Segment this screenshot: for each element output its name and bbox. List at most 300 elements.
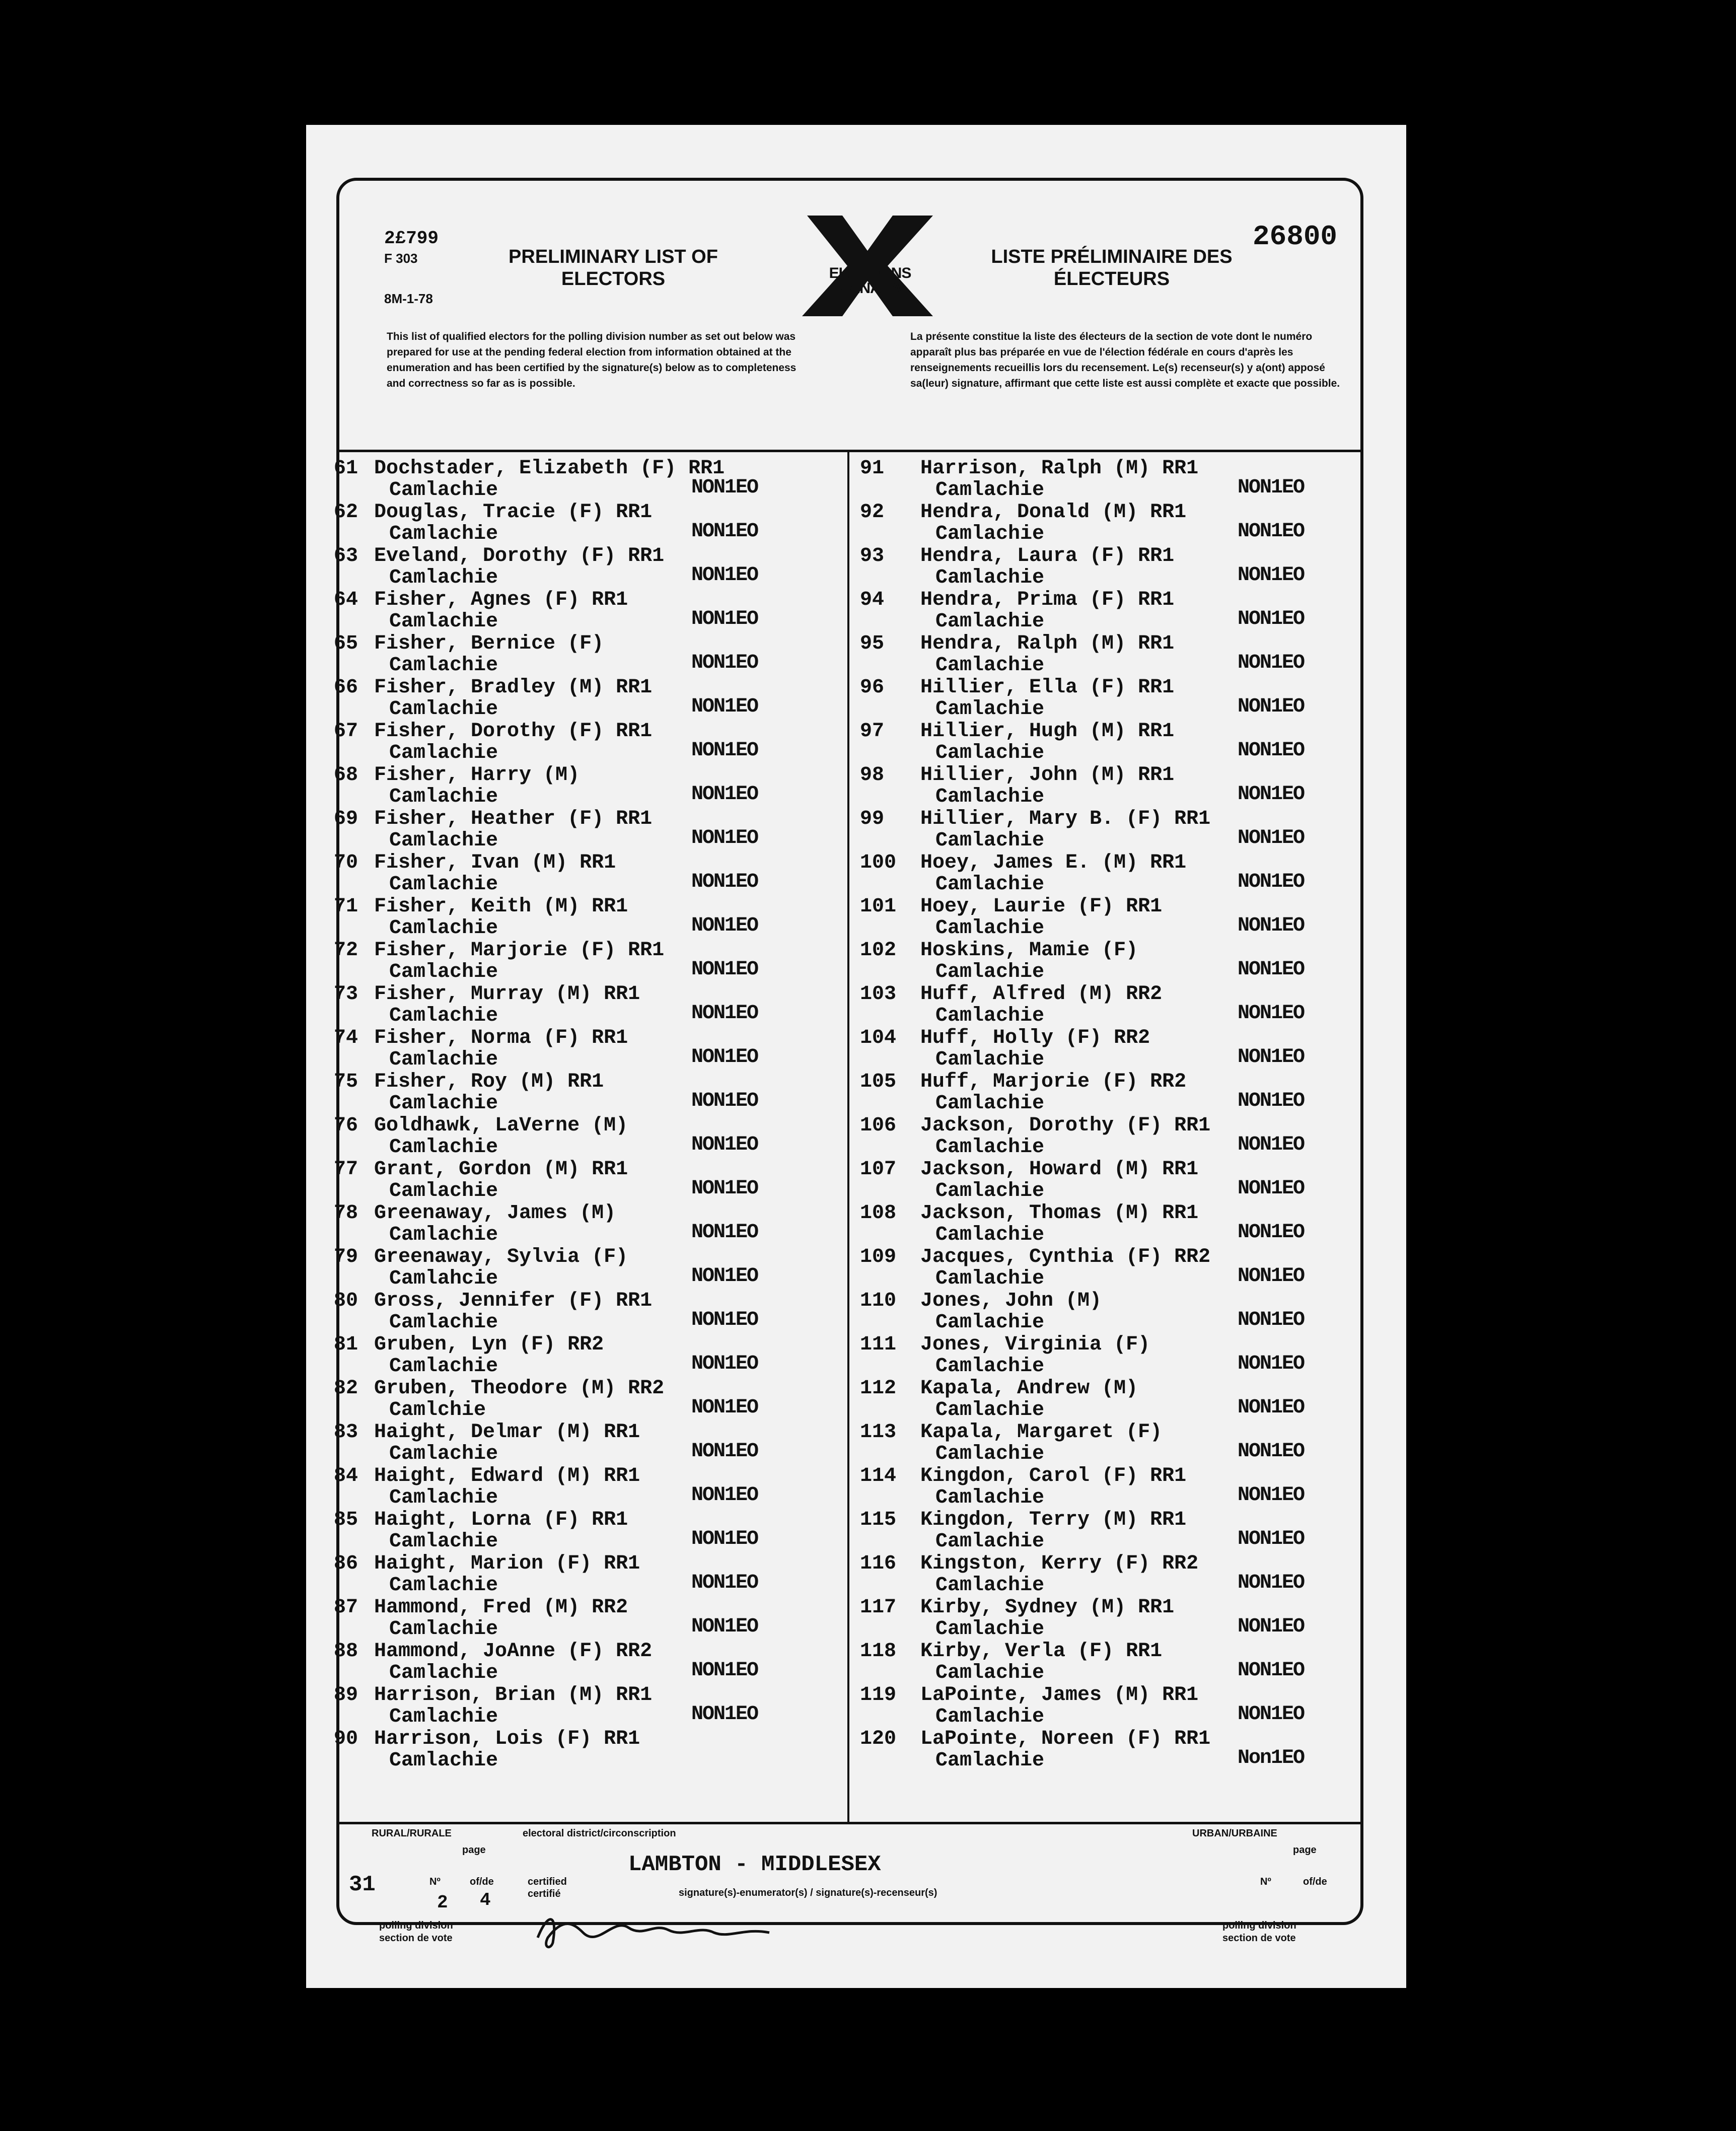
form-serial-right: 26800 — [1253, 221, 1338, 253]
polling-division-number: 31 — [349, 1872, 376, 1897]
elector-locality: Camlachie — [389, 654, 498, 677]
elector-name: Haight, Marion (F) RR1 — [374, 1552, 640, 1575]
elector-locality: Camlachie — [389, 829, 498, 852]
elector-stamp: NON1EO — [691, 1133, 758, 1156]
elector-number: 79 — [334, 1246, 358, 1268]
elector-locality: Camlachie — [935, 1136, 1045, 1159]
elector-name: Grant, Gordon (M) RR1 — [374, 1158, 628, 1181]
elector-entry — [334, 501, 837, 545]
elector-entry — [334, 1071, 837, 1114]
elector-locality: Camlachie — [935, 698, 1045, 721]
elector-stamp: NON1EO — [1238, 695, 1305, 718]
elector-name: Hendra, Laura (F) RR1 — [920, 545, 1175, 567]
elector-locality: Camlachie — [935, 1311, 1045, 1334]
elector-name: Hillier, Ella (F) RR1 — [920, 676, 1175, 699]
elector-locality: Camlachie — [389, 1311, 498, 1334]
elector-entry — [860, 720, 1353, 764]
elector-number: 70 — [334, 851, 358, 874]
elector-name: Fisher, Harry (M) — [374, 764, 580, 787]
elector-number: 65 — [334, 632, 358, 655]
elector-name: Fisher, Keith (M) RR1 — [374, 895, 628, 918]
elector-number: 119 — [860, 1684, 897, 1707]
elector-locality: Camlachie — [935, 523, 1045, 545]
elector-entry — [860, 457, 1353, 501]
elector-stamp: NON1EO — [691, 739, 758, 762]
elector-locality: Camlachie — [389, 698, 498, 721]
elector-name: LaPointe, Noreen (F) RR1 — [920, 1728, 1211, 1750]
elector-name: Kingston, Kerry (F) RR2 — [920, 1552, 1199, 1575]
elector-locality: Camlachie — [389, 1092, 498, 1115]
elector-number: 98 — [860, 764, 885, 787]
elector-stamp: NON1EO — [691, 1046, 758, 1069]
section-de-vote-label-right: section de vote — [1222, 1933, 1296, 1944]
elector-name: Hendra, Donald (M) RR1 — [920, 501, 1187, 524]
elector-number: 61 — [334, 457, 358, 480]
elector-name: Hillier, John (M) RR1 — [920, 764, 1175, 787]
elector-name: Fisher, Bradley (M) RR1 — [374, 676, 653, 699]
elector-stamp: NON1EO — [1238, 1133, 1305, 1156]
elector-entry — [860, 1333, 1353, 1377]
elector-name: Fisher, Murray (M) RR1 — [374, 983, 640, 1006]
title-en-line2: ELECTORS — [561, 268, 666, 290]
elector-entry — [334, 1202, 837, 1246]
elector-number: 118 — [860, 1640, 897, 1663]
elector-stamp: NON1EO — [691, 695, 758, 718]
elector-number: 106 — [860, 1114, 897, 1137]
elector-locality: Camlachie — [389, 566, 498, 589]
elector-name: Jackson, Dorothy (F) RR1 — [920, 1114, 1211, 1137]
elector-locality: Camlachie — [389, 1136, 498, 1159]
elector-stamp: NON1EO — [1238, 476, 1305, 499]
elector-name: Fisher, Bernice (F) — [374, 632, 604, 655]
elector-stamp: NON1EO — [1238, 1002, 1305, 1025]
elector-locality: Camlachie — [935, 1443, 1045, 1465]
elector-name: Fisher, Dorothy (F) RR1 — [374, 720, 653, 743]
elector-stamp: Non1EO — [1238, 1747, 1305, 1769]
elector-locality: Camlachie — [389, 1443, 498, 1465]
elector-stamp: NON1EO — [1238, 564, 1305, 587]
elector-entry — [860, 1684, 1353, 1728]
elector-number: 99 — [860, 808, 885, 830]
elector-name: Kirby, Verla (F) RR1 — [920, 1640, 1163, 1663]
elector-locality: Camlachie — [935, 1662, 1045, 1684]
rural-label: RURAL/RURALE — [372, 1828, 452, 1839]
elector-number: 103 — [860, 983, 897, 1006]
elector-number: 68 — [334, 764, 358, 787]
elector-stamp: NON1EO — [1238, 1659, 1305, 1682]
elector-entry — [334, 720, 837, 764]
logo-line1: ELECTIONS — [829, 265, 911, 281]
elector-stamp: NON1EO — [691, 652, 758, 674]
elector-name: Gruben, Lyn (F) RR2 — [374, 1333, 604, 1356]
elector-entry — [334, 1421, 837, 1465]
elector-stamp: NON1EO — [691, 1572, 758, 1594]
elector-locality: Camlachie — [935, 786, 1045, 808]
elector-name: Jackson, Howard (M) RR1 — [920, 1158, 1199, 1181]
elector-name: Fisher, Norma (F) RR1 — [374, 1027, 628, 1049]
elector-locality: Camlachie — [935, 1180, 1045, 1202]
elector-number: 111 — [860, 1333, 897, 1356]
elector-number: 116 — [860, 1552, 897, 1575]
elector-name: Eveland, Dorothy (F) RR1 — [374, 545, 665, 567]
elector-stamp: NON1EO — [1238, 871, 1305, 893]
elector-locality: Camlachie — [389, 1486, 498, 1509]
elector-name: Hoey, Laurie (F) RR1 — [920, 895, 1163, 918]
elector-entry — [334, 1596, 837, 1640]
elector-name: Fisher, Heather (F) RR1 — [374, 808, 653, 830]
electoral-district: LAMBTON - MIDDLESEX — [628, 1852, 881, 1877]
elector-name: Kirby, Sydney (M) RR1 — [920, 1596, 1175, 1619]
left-column — [334, 457, 837, 1771]
elector-stamp: NON1EO — [691, 1659, 758, 1682]
elector-stamp: NON1EO — [1238, 1572, 1305, 1594]
elector-locality: Camlachie — [389, 1048, 498, 1071]
elector-number: 93 — [860, 545, 885, 567]
elector-name: Greenaway, Sylvia (F) — [374, 1246, 628, 1268]
elector-stamp: NON1EO — [691, 914, 758, 937]
elector-number: 120 — [860, 1728, 897, 1750]
elector-entry — [860, 632, 1353, 676]
logo-line2: CANADA — [839, 280, 901, 297]
elector-number: 72 — [334, 939, 358, 962]
elector-entry — [334, 1728, 837, 1771]
elector-stamp: NON1EO — [1238, 827, 1305, 849]
elector-number: 102 — [860, 939, 897, 962]
elector-stamp: NON1EO — [1238, 1353, 1305, 1375]
elector-name: Kapala, Margaret (F) — [920, 1421, 1163, 1444]
elector-stamp: NON1EO — [691, 871, 758, 893]
elector-locality: Camlachie — [389, 1574, 498, 1597]
elector-entry — [334, 1465, 837, 1509]
elector-entry — [860, 1465, 1353, 1509]
elector-entry — [860, 1246, 1353, 1290]
elector-locality: Camlachie — [935, 1399, 1045, 1422]
elector-number: 112 — [860, 1377, 897, 1400]
elector-locality: Camlachie — [389, 1355, 498, 1378]
elector-stamp: NON1EO — [691, 1396, 758, 1419]
elector-entry — [334, 808, 837, 851]
elector-stamp: NON1EO — [1238, 1528, 1305, 1550]
elector-locality: Camlachie — [935, 873, 1045, 896]
elector-locality: Camlachie — [935, 1486, 1045, 1509]
title-en-line1: PRELIMINARY LIST OF — [509, 246, 718, 267]
elector-stamp: NON1EO — [1238, 958, 1305, 981]
elector-stamp: NON1EO — [691, 827, 758, 849]
elector-entry — [334, 632, 837, 676]
elector-stamp: NON1EO — [691, 1221, 758, 1244]
elector-locality: Camlachie — [935, 1706, 1045, 1728]
elector-stamp: NON1EO — [691, 1002, 758, 1025]
elector-number: 108 — [860, 1202, 897, 1225]
elector-stamp: NON1EO — [1238, 520, 1305, 543]
elector-number: 90 — [334, 1728, 358, 1750]
certifie-label: certifié — [528, 1888, 561, 1899]
title-fr-line2: ÉLECTEURS — [1053, 268, 1170, 290]
elector-stamp: NON1EO — [691, 783, 758, 806]
elector-entry — [334, 545, 837, 589]
elector-entry — [334, 1246, 837, 1290]
elector-locality: Camlachie — [389, 1005, 498, 1027]
elector-locality: Camlachie — [935, 829, 1045, 852]
of-label-right: of/de — [1303, 1876, 1327, 1887]
elector-stamp: NON1EO — [691, 1090, 758, 1112]
elector-entry — [860, 545, 1353, 589]
elector-name: Greenaway, James (M) — [374, 1202, 616, 1225]
elector-number: 97 — [860, 720, 885, 743]
elector-stamp: NON1EO — [1238, 1396, 1305, 1419]
elector-locality: Camlachie — [389, 610, 498, 633]
elector-entry — [860, 1377, 1353, 1421]
elector-stamp: NON1EO — [691, 958, 758, 981]
title-french — [981, 246, 1243, 290]
elector-number: 86 — [334, 1552, 358, 1575]
elector-name: Kingdon, Carol (F) RR1 — [920, 1465, 1187, 1487]
elector-locality: Camlachie — [935, 742, 1045, 764]
elector-entry — [860, 764, 1353, 808]
elector-name: Gross, Jennifer (F) RR1 — [374, 1290, 653, 1312]
elector-locality: Camlachie — [935, 1005, 1045, 1027]
elector-locality: Camlachie — [935, 961, 1045, 983]
no-label: Nº — [429, 1876, 441, 1887]
elector-locality: Camlachie — [935, 566, 1045, 589]
elector-locality: Camlachie — [935, 1224, 1045, 1246]
elector-stamp: NON1EO — [1238, 1090, 1305, 1112]
logo-text — [800, 266, 941, 296]
elector-entry — [334, 1684, 837, 1728]
elector-locality: Camlachie — [935, 1618, 1045, 1641]
elector-name: Harrison, Brian (M) RR1 — [374, 1684, 653, 1707]
elector-stamp: NON1EO — [691, 608, 758, 630]
title-fr-line1: LISTE PRÉLIMINAIRE DES — [991, 246, 1233, 267]
no-label-right: Nº — [1260, 1876, 1271, 1887]
elector-entry — [860, 851, 1353, 895]
form-revision-left: 8M-1-78 — [384, 291, 433, 306]
elector-locality: Camlachie — [389, 1530, 498, 1553]
elector-locality: Camlachie — [935, 654, 1045, 677]
elector-locality: Camlachie — [935, 1048, 1045, 1071]
elector-locality: Camlachie — [389, 873, 498, 896]
elector-number: 88 — [334, 1640, 358, 1663]
elector-entry — [860, 1728, 1353, 1771]
elector-locality: Camlachie — [389, 1618, 498, 1641]
elector-number: 78 — [334, 1202, 358, 1225]
elector-name: Huff, Marjorie (F) RR2 — [920, 1071, 1187, 1093]
elector-locality: Camlachie — [389, 1224, 498, 1246]
elector-name: LaPointe, James (M) RR1 — [920, 1684, 1199, 1707]
elector-number: 64 — [334, 589, 358, 611]
elector-locality: Camlachie — [935, 479, 1045, 502]
elector-locality: Camlachie — [389, 786, 498, 808]
elector-stamp: NON1EO — [1238, 783, 1305, 806]
elector-entry — [860, 1071, 1353, 1114]
elector-name: Huff, Holly (F) RR2 — [920, 1027, 1150, 1049]
elector-number: 82 — [334, 1377, 358, 1400]
elector-number: 63 — [334, 545, 358, 567]
district-label: electoral district/circonscription — [523, 1828, 676, 1839]
elector-entry — [334, 1333, 837, 1377]
elector-locality: Camlachie — [935, 610, 1045, 633]
electors-list-sheet — [306, 125, 1406, 1988]
elector-entry — [860, 1290, 1353, 1333]
elector-number: 69 — [334, 808, 358, 830]
header-divider — [336, 450, 1363, 452]
elector-entry — [860, 895, 1353, 939]
elector-entry — [334, 1114, 837, 1158]
elector-name: Harrison, Lois (F) RR1 — [374, 1728, 640, 1750]
elector-locality: Camlachie — [935, 1574, 1045, 1597]
elector-number: 115 — [860, 1509, 897, 1531]
elector-stamp: NON1EO — [691, 1440, 758, 1463]
elector-locality: Camlachie — [389, 479, 498, 502]
elector-stamp: NON1EO — [691, 520, 758, 543]
elector-entry — [860, 501, 1353, 545]
form-serial-left: 2£799 — [384, 228, 439, 249]
elector-number: 107 — [860, 1158, 897, 1181]
elector-entry — [334, 1640, 837, 1684]
elector-number: 96 — [860, 676, 885, 699]
elector-entry — [334, 1377, 837, 1421]
elector-stamp: NON1EO — [1238, 1703, 1305, 1726]
footer-divider — [336, 1822, 1363, 1824]
elector-name: Jones, Virginia (F) — [920, 1333, 1150, 1356]
elector-entry — [334, 1158, 837, 1202]
elector-entry — [860, 983, 1353, 1027]
elector-locality: Camlachie — [389, 742, 498, 764]
elector-stamp: NON1EO — [1238, 1177, 1305, 1200]
elector-entry — [860, 1596, 1353, 1640]
elector-entry — [860, 1640, 1353, 1684]
elector-number: 62 — [334, 501, 358, 524]
elector-stamp: NON1EO — [1238, 1484, 1305, 1507]
title-english — [482, 246, 744, 290]
elector-name: Jacques, Cynthia (F) RR2 — [920, 1246, 1211, 1268]
elector-entry — [334, 895, 837, 939]
elector-name: Hendra, Prima (F) RR1 — [920, 589, 1175, 611]
elector-number: 76 — [334, 1114, 358, 1137]
signature-label: signature(s)-enumerator(s) / signature(s)-recenseur(s) — [679, 1887, 937, 1898]
elector-entry — [860, 1509, 1353, 1552]
elector-stamp: NON1EO — [691, 476, 758, 499]
elector-name: Fisher, Marjorie (F) RR1 — [374, 939, 665, 962]
elector-number: 104 — [860, 1027, 897, 1049]
elector-entry — [860, 1027, 1353, 1071]
elector-stamp: NON1EO — [691, 1309, 758, 1331]
elector-stamp: NON1EO — [691, 1484, 758, 1507]
elector-locality: Camlahcie — [389, 1267, 498, 1290]
page-label-right: page — [1293, 1844, 1317, 1856]
certified-label: certified — [528, 1876, 567, 1887]
elector-name: Haight, Delmar (M) RR1 — [374, 1421, 640, 1444]
elector-number: 109 — [860, 1246, 897, 1268]
elector-name: Fisher, Ivan (M) RR1 — [374, 851, 616, 874]
elector-entry — [334, 939, 837, 983]
elector-entry — [860, 1114, 1353, 1158]
elector-entry — [334, 1290, 837, 1333]
elector-name: Gruben, Theodore (M) RR2 — [374, 1377, 665, 1400]
elector-stamp: NON1EO — [1238, 1221, 1305, 1244]
polling-division-label-right: polling division — [1222, 1920, 1296, 1931]
elector-name: Haight, Edward (M) RR1 — [374, 1465, 640, 1487]
elector-number: 81 — [334, 1333, 358, 1356]
urban-label: URBAN/URBAINE — [1192, 1828, 1277, 1839]
elector-number: 113 — [860, 1421, 897, 1444]
elections-canada-logo — [787, 205, 953, 321]
elector-stamp: NON1EO — [1238, 1046, 1305, 1069]
elector-entry — [334, 676, 837, 720]
elector-locality: Camlchie — [389, 1399, 486, 1422]
elector-name: Kapala, Andrew (M) — [920, 1377, 1138, 1400]
elector-stamp: NON1EO — [691, 1353, 758, 1375]
elector-number: 117 — [860, 1596, 897, 1619]
elector-locality: Camlachie — [389, 917, 498, 940]
elector-number: 101 — [860, 895, 897, 918]
elector-stamp: NON1EO — [1238, 1615, 1305, 1638]
form-code-left: F 303 — [384, 251, 418, 266]
elector-stamp: NON1EO — [1238, 914, 1305, 937]
elector-entry — [334, 764, 837, 808]
elector-name: Haight, Lorna (F) RR1 — [374, 1509, 628, 1531]
elector-entry — [334, 1552, 837, 1596]
elector-number: 89 — [334, 1684, 358, 1707]
elector-number: 71 — [334, 895, 358, 918]
elector-entry — [334, 851, 837, 895]
elector-entry — [860, 1202, 1353, 1246]
elector-name: Kingdon, Terry (M) RR1 — [920, 1509, 1187, 1531]
column-divider — [847, 452, 849, 1822]
page-label: page — [462, 1844, 486, 1856]
intro-english: This list of qualified electors for the polling division number as set out below was prepared for use at the pending federal election from information obtained at the enumeration and has been certified by the signature(s) below as to completeness and correctness so far as is possible. — [387, 331, 797, 389]
elector-name: Hammond, Fred (M) RR2 — [374, 1596, 628, 1619]
elector-stamp: NON1EO — [691, 564, 758, 587]
elector-name: Jones, John (M) — [920, 1290, 1102, 1312]
elector-stamp: NON1EO — [691, 1177, 758, 1200]
elector-number: 100 — [860, 851, 897, 874]
of-label: of/de — [470, 1876, 494, 1887]
elector-number: 73 — [334, 983, 358, 1006]
elector-entry — [334, 983, 837, 1027]
elector-name: Harrison, Ralph (M) RR1 — [920, 457, 1199, 480]
elector-number: 80 — [334, 1290, 358, 1312]
elector-number: 75 — [334, 1071, 358, 1093]
elector-entry — [860, 1158, 1353, 1202]
elector-number: 87 — [334, 1596, 358, 1619]
elector-locality: Camlachie — [935, 1530, 1045, 1553]
elector-name: Huff, Alfred (M) RR2 — [920, 983, 1163, 1006]
elector-name: Fisher, Agnes (F) RR1 — [374, 589, 628, 611]
elector-number: 66 — [334, 676, 358, 699]
elector-name: Hillier, Hugh (M) RR1 — [920, 720, 1175, 743]
elector-entry — [334, 1509, 837, 1552]
elector-entry — [334, 457, 837, 501]
elector-entry — [334, 589, 837, 632]
elector-name: Hoskins, Mamie (F) — [920, 939, 1138, 962]
right-column — [860, 457, 1353, 1771]
page-total: 4 — [480, 1890, 491, 1910]
elector-number: 94 — [860, 589, 885, 611]
elector-number: 67 — [334, 720, 358, 743]
elector-entry — [860, 939, 1353, 983]
elector-entry — [860, 808, 1353, 851]
elector-number: 110 — [860, 1290, 897, 1312]
elector-number: 77 — [334, 1158, 358, 1181]
section-de-vote-label: section de vote — [379, 1933, 453, 1944]
elector-stamp: NON1EO — [1238, 608, 1305, 630]
elector-entry — [334, 1027, 837, 1071]
elector-stamp: NON1EO — [1238, 1440, 1305, 1463]
elector-locality: Camlachie — [935, 1267, 1045, 1290]
elector-number: 92 — [860, 501, 885, 524]
elector-stamp: NON1EO — [1238, 1309, 1305, 1331]
